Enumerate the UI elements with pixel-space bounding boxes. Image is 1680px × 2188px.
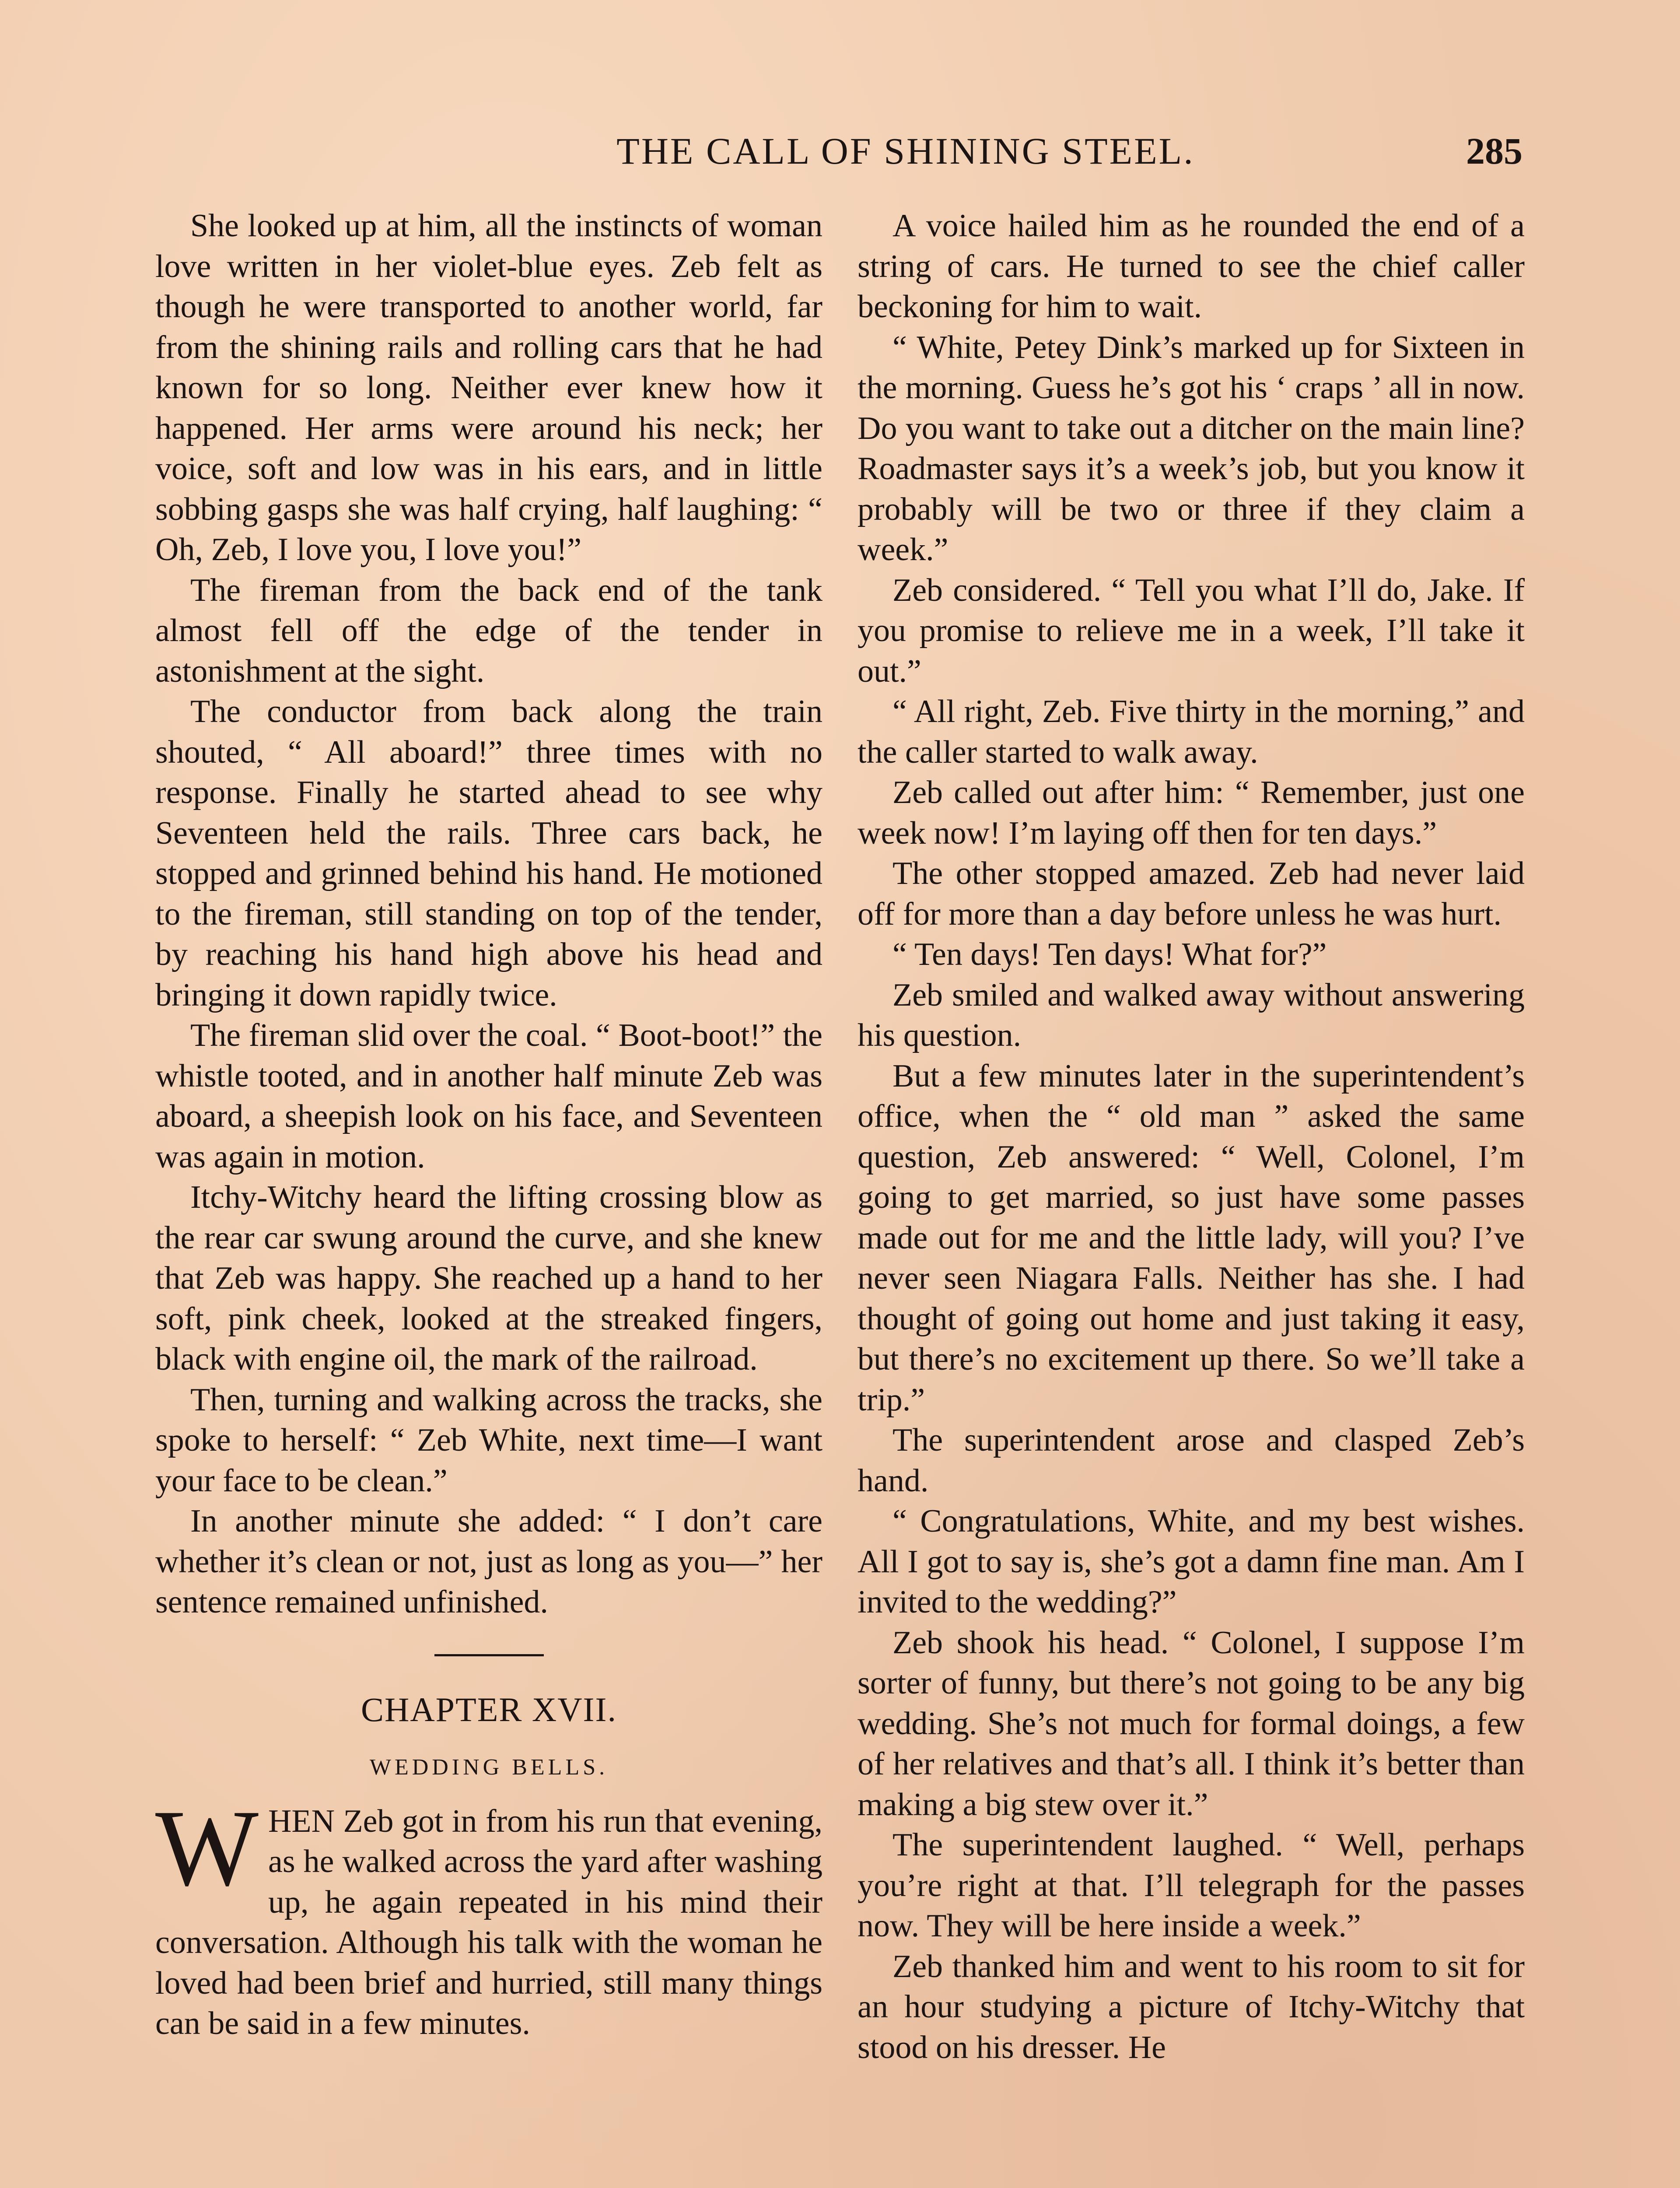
paragraph: Zeb thanked him and went to his room to sit for an hour studying a picture of Itchy-Witchy that stood on his dresser. He xyxy=(858,1948,1525,2065)
paragraph: The fireman slid over the coal. “ Boot-boot!” the whistle tooted, and in another half minute Zeb was aboard, a sheepish look on his face, and Seventeen was again in motion. xyxy=(155,1017,822,1175)
left-column xyxy=(155,206,822,2044)
paragraph: A voice hailed him as he rounded the end of a string of cars. He turned to see the chief caller beckoning for him to wait. xyxy=(858,208,1525,325)
drop-cap: W xyxy=(155,1787,259,1909)
section-divider xyxy=(434,1654,544,1656)
chapter-heading: CHAPTER XVII. xyxy=(361,1690,617,1729)
paragraph: Then, turning and walking across the tracks, she spoke to herself: “ Zeb White, next time—I want your face to be clean.” xyxy=(155,1382,822,1499)
paragraph: The fireman from the back end of the tank almost fell off the edge of the tender in astonishment at the sight. xyxy=(155,572,822,689)
paragraph: The superintendent arose and clasped Zeb’s hand. xyxy=(858,1422,1525,1499)
paragraph: “ All right, Zeb. Five thirty in the morning,” and the caller started to walk away. xyxy=(858,694,1525,770)
paragraph: “ Congratulations, White, and my best wishes. All I got to say is, she’s got a damn fine man. Am I invited to the wedding?” xyxy=(858,1503,1525,1620)
paragraph: “ White, Petey Dink’s marked up for Sixteen in the morning. Guess he’s got his ‘ craps ’ all in now. Do you want to take out a ditcher on the main line? Roadmaster says it’s a week’s job, but you know it probably will be two or three if they claim a week.” xyxy=(858,329,1525,568)
page-number: 285 xyxy=(1466,130,1522,172)
paragraph: But a few minutes later in the superintendent’s office, when the “ old man ” asked the same question, Zeb answered: “ Well, Colonel, I’m going to get married, so just have some passes made out for me and the little lady, will you? I’ve never seen Niagara Falls. Neither has she. I had thought of going out home and just taking it easy, but there’s no excitement up there. So we’ll take a trip.” xyxy=(858,1058,1525,1418)
paragraph: Itchy-Witchy heard the lifting crossing blow as the rear car swung around the curve, and she knew that Zeb was happy. She reached up a hand to her soft, pink cheek, looked at the streaked fingers, black with engine oil, the mark of the railroad. xyxy=(155,1179,822,1377)
chapter-subtitle: WEDDING BELLS. xyxy=(369,1755,609,1780)
paragraph: In another minute she added: “ I don’t care whether it’s clean or not, just as long as you—” her sentence remained unfinished. xyxy=(155,1503,822,1620)
paragraph: She looked up at him, all the instincts of woman love written in her violet-blue eyes. Zeb felt as though he were transported to another world, far from the shining rails and rolling cars that he had known for so long. Neither ever knew how it happened. Her arms were around his neck; her voice, soft and low was in his ears, and in little sobbing gasps she was half crying, half laughing: “ Oh, Zeb, I love you, I love you!” xyxy=(155,208,822,568)
right-column xyxy=(858,206,1525,2068)
paragraph: The superintendent laughed. “ Well, perhaps you’re right at that. I’ll telegraph for the passes now. They will be here inside a week.” xyxy=(858,1827,1525,1944)
paragraph: Zeb considered. “ Tell you what I’ll do, Jake. If you promise to relieve me in a week, I’ll take it out.” xyxy=(858,572,1525,689)
paragraph: The conductor from back along the train shouted, “ All aboard!” three times with no response. Finally he started ahead to see why Seventeen held the rails. Three cars back, he stopped and grinned behind his hand. He motioned to the fireman, still standing on top of the tender, by reaching his hand high above his head and bringing it down rapidly twice. xyxy=(155,694,822,1013)
chapter-opening-paragraph xyxy=(155,1787,822,2044)
paragraph: Zeb smiled and walked away without answering his question. xyxy=(858,977,1525,1053)
running-head xyxy=(158,125,1522,177)
paragraph: “ Ten days! Ten days! What for?” xyxy=(892,936,1327,972)
paragraph: Zeb called out after him: “ Remember, just one week now! I’m laying off then for ten days.” xyxy=(858,775,1525,851)
chapter-opening-text: HEN Zeb got in from his run that evening, as he walked across the yard after washing up, he again repeated in his mind their conversation. Although his talk with the woman he loved had been brief and hurried, still many things can be said in a few minutes. xyxy=(155,1803,822,2041)
paragraph: The other stopped amazed. Zeb had never laid off for more than a day before unless he was hurt. xyxy=(858,856,1525,932)
running-title: THE CALL OF SHINING STEEL. xyxy=(616,130,1195,172)
paragraph: Zeb shook his head. “ Colonel, I suppose I’m sorter of funny, but there’s not going to be any big wedding. She’s not much for formal doings, a few of her relatives and that’s all. I think it’s better than making a big stew over it.” xyxy=(858,1624,1525,1823)
